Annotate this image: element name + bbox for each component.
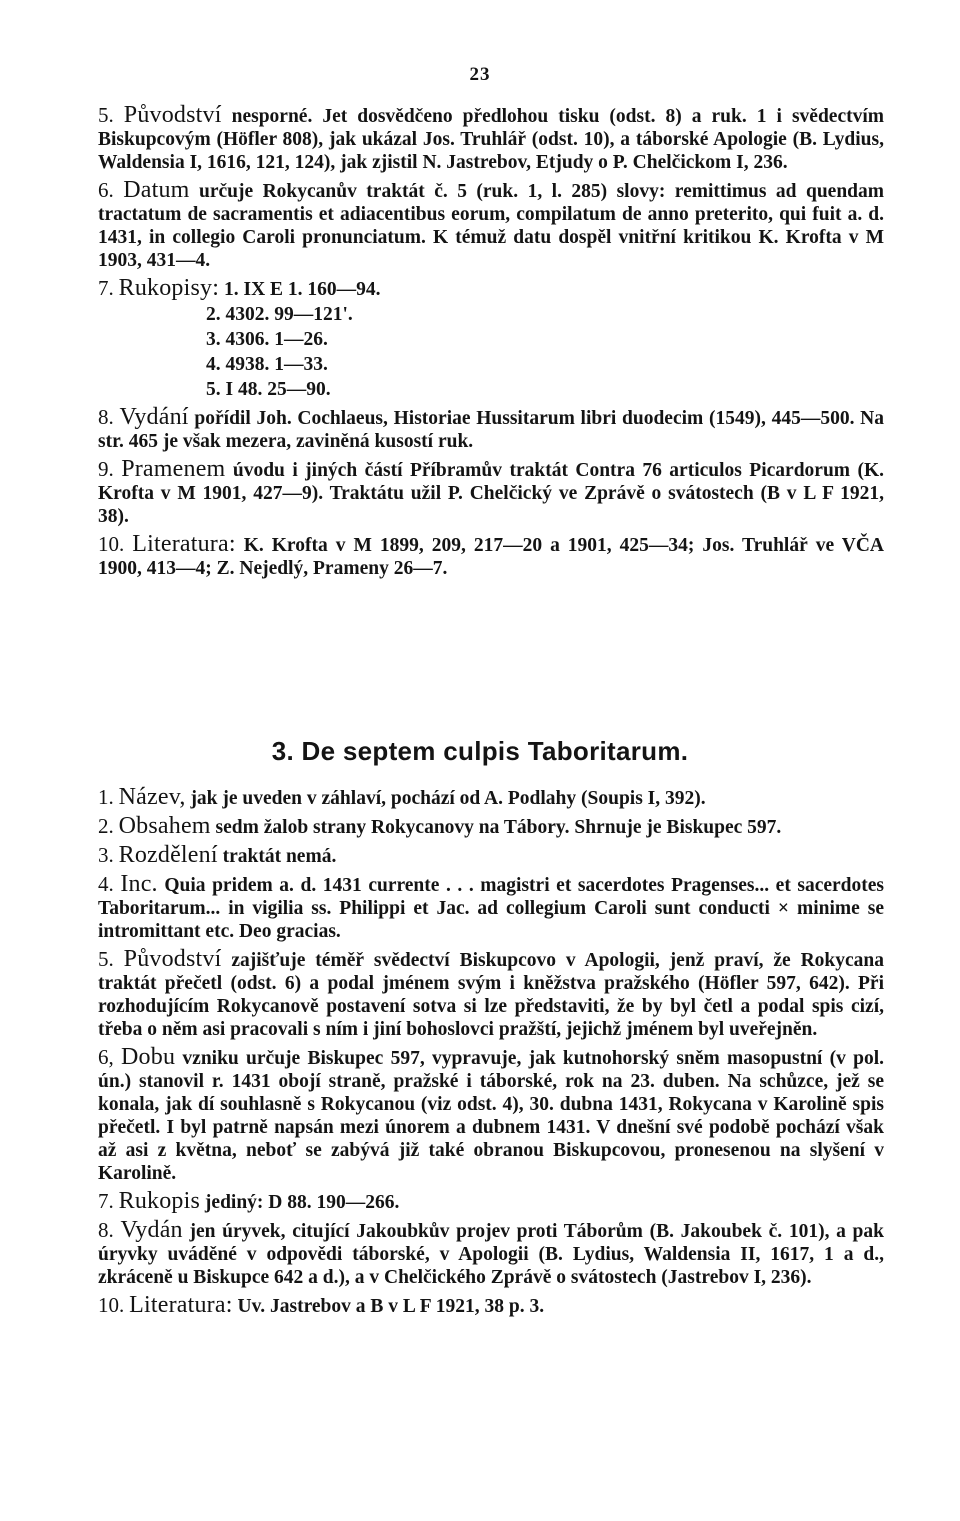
paragraph-lead: Literatura: bbox=[129, 1292, 233, 1318]
paragraph-lead: Původství bbox=[123, 102, 222, 128]
paragraph-4-incipit bbox=[84, 873, 884, 943]
paragraph-10-literature bbox=[84, 1294, 884, 1318]
paragraph-lead: Název, bbox=[118, 784, 186, 810]
paragraph-6-date bbox=[84, 179, 884, 272]
paragraph-number: 9. bbox=[98, 457, 114, 481]
manuscript-item: 1. IX E 1. 160—94. bbox=[223, 279, 381, 300]
paragraph-lead: Dobu bbox=[121, 1044, 176, 1070]
paragraph-lead: Původství bbox=[123, 946, 222, 972]
paragraph-6-date bbox=[84, 1046, 884, 1185]
manuscript-item: 5. I 48. 25—90. bbox=[206, 379, 331, 400]
top-section bbox=[84, 104, 884, 580]
paragraph-text: Uv. Jastrebov a B v L F 1921, 38 p. 3. bbox=[237, 1296, 545, 1317]
paragraph-lead: Pramenem bbox=[121, 456, 226, 482]
paragraph-text: jediný: D 88. 190—266. bbox=[204, 1192, 400, 1213]
paragraph-number: 1. bbox=[98, 785, 114, 809]
paragraph-lead: Datum bbox=[123, 177, 190, 203]
paragraph-text: jak je uveden v záhlaví, pochází od A. Podlahy (Soupis I, 392). bbox=[190, 788, 706, 809]
paragraph-lead: Inc. bbox=[120, 871, 158, 897]
section-heading: 3. De septem culpis Taboritarum. bbox=[271, 736, 689, 766]
paragraph-number: 5. bbox=[98, 103, 114, 127]
paragraph-text: vzniku určuje Biskupec 597, vypravuje, jak kutnohorský sněm masopustní (v pol. ún.) stanovil r. 1431 obojí straně, pražské i táborské, rok na 23. duben. Na schůzce, jež se konala, jak dí souhlasně s Rokycanou (viz odst. 4), 30. dubna 1431, Rokycana v Karolině spis přečetl. I byl patrně napsán mezi únorem a dubnem 1431. V dnešní své podobě pochází však až asi z května, neboť se zabývá již také obranou Biskupcovou, pronesenou na slyšení v Karolině. bbox=[98, 1048, 885, 1184]
paragraph-number: 7. bbox=[98, 1189, 114, 1213]
paragraph-number: 4. bbox=[98, 872, 114, 896]
paragraph-lead: Rozdělení bbox=[118, 842, 218, 868]
paragraph-number: 3. bbox=[98, 843, 114, 867]
paragraph-lead: Obsahem bbox=[118, 813, 211, 839]
paragraph-text: Quia pridem a. d. 1431 currente . . . magistri et sacerdotes Pragenses... et sacerdotes Taboritarum... in vigilia ss. Philippi et Jac. ad collegium Caroli sunt conducti × minime se intromittant etc. Deo gracias. bbox=[98, 875, 885, 942]
paragraph-text: K. Krofta v M 1899, 209, 217—20 a 1901, 425—34; Jos. Truhlář ve VČA 1900, 413—4; Z. Nejedlý, Prameny 26—7. bbox=[98, 535, 885, 579]
paragraph-8-edition bbox=[84, 1219, 884, 1289]
paragraph-lead: Vydán bbox=[120, 1217, 183, 1243]
manuscript-item: 4. 4938. 1—33. bbox=[206, 354, 328, 375]
paragraph-number: 6, bbox=[98, 1045, 114, 1069]
paragraph-number: 5. bbox=[98, 947, 114, 971]
paragraph-number: 6. bbox=[98, 178, 114, 202]
paragraph-number: 8. bbox=[98, 405, 114, 429]
paragraph-number: 10. bbox=[98, 532, 125, 556]
paragraph-text: traktát nemá. bbox=[222, 846, 337, 867]
paragraph-10-literature bbox=[84, 533, 884, 580]
manuscript-item: 2. 4302. 99—121'. bbox=[206, 304, 353, 325]
paragraph-lead: Literatura: bbox=[132, 531, 236, 557]
paragraph-number: 8. bbox=[98, 1218, 114, 1242]
paragraph-number: 7. bbox=[98, 276, 114, 300]
paragraph-1-title bbox=[84, 786, 884, 810]
page-number: 23 bbox=[469, 64, 491, 85]
paragraph-5-provenance bbox=[84, 104, 884, 174]
paragraph-text: určuje Rokycanův traktát č. 5 (ruk. 1, l. 285) slovy: remittimus ad quendam tractatum de sacramentis et adiacentibus eorum, compilatum de anno preterito, qui fuit a. d. 1431, in collegio Caroli pronunciatum. K témuž datu dospěl vnitřní kritikou K. Krofta v M 1903, 431—4. bbox=[98, 181, 885, 271]
paragraph-7-manuscripts bbox=[84, 276, 884, 402]
bottom-section bbox=[84, 786, 884, 1318]
paragraph-text: nesporné. Jet dosvědčeno předlohou tisku (odst. 8) a ruk. 1 i svědectvím Biskupcovým (Höfler 808), jak ukázal Jos. Truhlář (odst. 10), a táborské Apologie (B. Lydius, Waldensia I, 1616, 121, 124), jak zjistil N. Jastrebov, Etjudy o P. Chelčickom I, 236. bbox=[98, 106, 884, 173]
manuscript-item: 3. 4306. 1—26. bbox=[206, 329, 328, 350]
paragraph-3-division bbox=[84, 844, 884, 868]
paragraph-9-source bbox=[84, 458, 884, 528]
paragraph-2-content bbox=[84, 815, 884, 839]
paragraph-number: 2. bbox=[98, 814, 114, 838]
paragraph-lead: Vydání bbox=[119, 404, 189, 430]
paragraph-text: úvodu i jiných částí Příbramův traktát Contra 76 articulos Picardorum (K. Krofta v M 1901, 427—9). Traktátu užil P. Chelčický ve Zprávě o svátostech (B v L F 1921, 38). bbox=[98, 460, 884, 527]
paragraph-5-provenance bbox=[84, 948, 884, 1041]
paragraph-number: 10. bbox=[98, 1293, 125, 1317]
paragraph-text: sedm žalob strany Rokycanovy na Tábory. Shrnuje je Biskupec 597. bbox=[215, 817, 782, 838]
paragraph-7-manuscript bbox=[84, 1190, 884, 1214]
paragraph-lead: Rukopis bbox=[118, 1188, 201, 1214]
paragraph-text: zajišťuje téměř svědectví Biskupcovo v Apologii, jenž praví, že Rokycana traktát přečetl (odst. 6) a podal jménem svým i kněžstva pražského (Höfler 597, 642). Při rozhodujícím Rokycanově postavení sotva si lze představiti, že by byl četl a podal spis cizí, třeba o něm asi pracovali s ním i jiní bohoslovci pražští, jejichž jménem byl uveřejněn. bbox=[98, 950, 885, 1040]
paragraph-8-edition bbox=[84, 406, 884, 453]
paragraph-text: pořídil Joh. Cochlaeus, Historiae Hussitarum libri duodecim (1549), 445—500. Na str. 465 je však mezera, zaviněná kusostí ruk. bbox=[98, 408, 885, 452]
paragraph-text: jen úryvek, citující Jakoubkův projev proti Táborům (B. Jakoubek č. 101), a pak úryvky uváděné v odpovědi táborské, v Apologii (B. Lydius, Waldensia II, 1617, 1 a d., zkráceně u Biskupce 642 a d.), a v Chelčického Zprávě o svátostech (Jastrebov I, 236). bbox=[98, 1221, 884, 1288]
paragraph-lead: Rukopisy: bbox=[118, 275, 220, 301]
